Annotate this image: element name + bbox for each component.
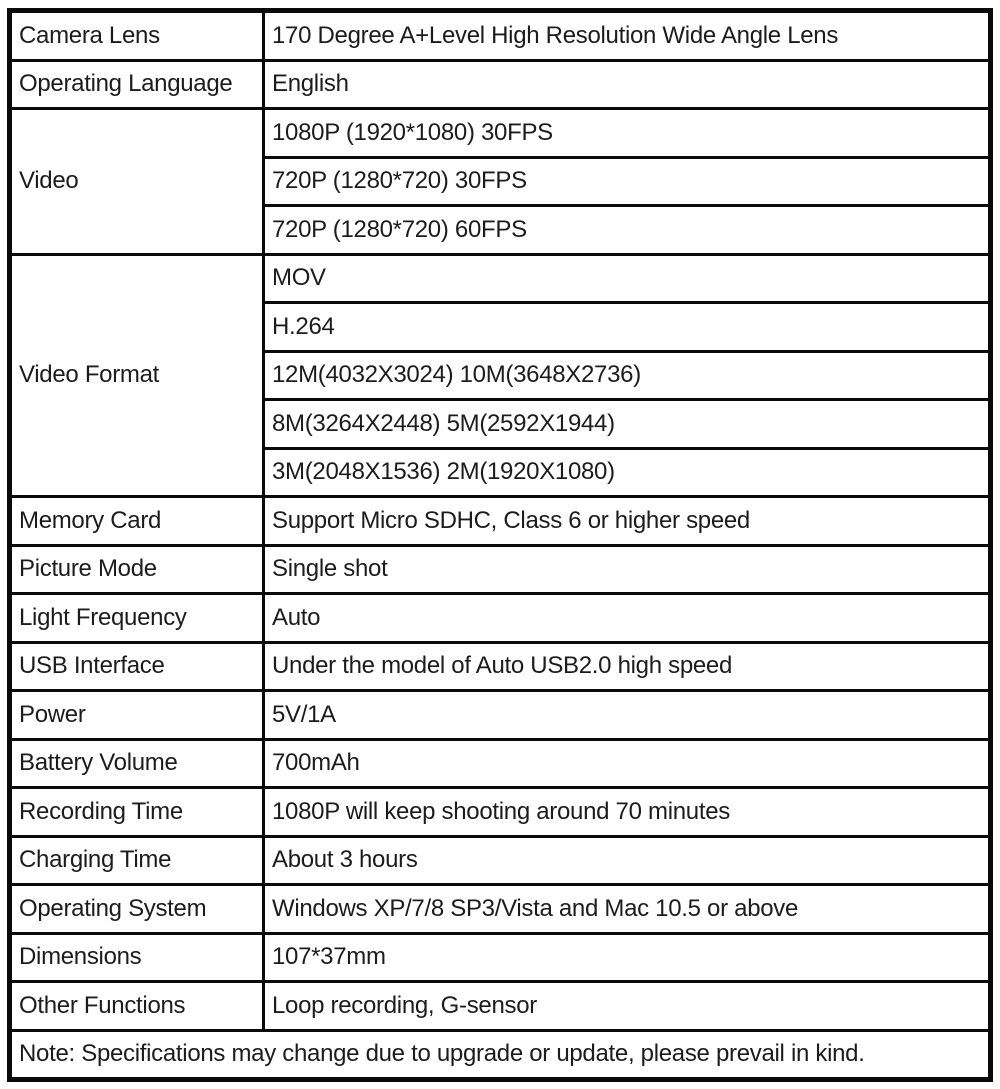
row-label-usb-interface: USB Interface (10, 642, 264, 691)
table-row (10, 594, 991, 643)
table-row (10, 545, 991, 594)
table-row (10, 691, 991, 740)
row-value-video-1080p-30fps: 1080P (1920*1080) 30FPS (264, 109, 991, 158)
row-label-recording-time: Recording Time (10, 788, 264, 837)
row-value-video-format-h264: H.264 (264, 303, 991, 352)
table-row (10, 739, 991, 788)
row-value-charging-time: About 3 hours (264, 836, 991, 885)
row-label-other-functions: Other Functions (10, 982, 264, 1031)
row-value-recording-time: 1080P will keep shooting around 70 minutes (264, 788, 991, 837)
row-label-operating-system: Operating System (10, 885, 264, 934)
row-value-photo-12m-10m: 12M(4032X3024) 10M(3648X2736) (264, 351, 991, 400)
row-value-usb-interface: Under the model of Auto USB2.0 high speed (264, 642, 991, 691)
row-value-operating-language: English (264, 60, 991, 109)
table-row (10, 982, 991, 1031)
row-label-battery-volume: Battery Volume (10, 739, 264, 788)
row-label-video: Video (10, 109, 264, 255)
table-row (10, 254, 991, 303)
row-label-video-format: Video Format (10, 254, 264, 497)
row-value-memory-card: Support Micro SDHC, Class 6 or higher speed (264, 497, 991, 546)
row-label-light-frequency: Light Frequency (10, 594, 264, 643)
row-value-video-720p-60fps: 720P (1280*720) 60FPS (264, 206, 991, 255)
row-value-light-frequency: Auto (264, 594, 991, 643)
row-label-camera-lens: Camera Lens (10, 11, 264, 61)
row-value-battery-volume: 700mAh (264, 739, 991, 788)
row-value-picture-mode: Single shot (264, 545, 991, 594)
row-label-memory-card: Memory Card (10, 497, 264, 546)
row-label-power: Power (10, 691, 264, 740)
table-row (10, 497, 991, 546)
table-row (10, 642, 991, 691)
row-value-dimensions: 107*37mm (264, 933, 991, 982)
row-value-video-720p-30fps: 720P (1280*720) 30FPS (264, 157, 991, 206)
note-row (10, 1030, 991, 1080)
row-value-camera-lens: 170 Degree A+Level High Resolution Wide Angle Lens (264, 11, 991, 61)
row-label-dimensions: Dimensions (10, 933, 264, 982)
table-row (10, 836, 991, 885)
table-row (10, 933, 991, 982)
row-value-power: 5V/1A (264, 691, 991, 740)
row-value-photo-8m-5m: 8M(3264X2448) 5M(2592X1944) (264, 400, 991, 449)
note-text: Note: Specifications may change due to upgrade or update, please prevail in kind. (10, 1030, 991, 1080)
row-label-picture-mode: Picture Mode (10, 545, 264, 594)
row-label-operating-language: Operating Language (10, 60, 264, 109)
camera-spec-table (7, 8, 993, 1082)
row-value-other-functions: Loop recording, G-sensor (264, 982, 991, 1031)
table-row (10, 109, 991, 158)
row-value-operating-system: Windows XP/7/8 SP3/Vista and Mac 10.5 or above (264, 885, 991, 934)
table-row (10, 885, 991, 934)
row-value-video-format-mov: MOV (264, 254, 991, 303)
row-label-charging-time: Charging Time (10, 836, 264, 885)
row-value-photo-3m-2m: 3M(2048X1536) 2M(1920X1080) (264, 448, 991, 497)
table-row (10, 60, 991, 109)
table-row (10, 788, 991, 837)
table-row (10, 11, 991, 61)
